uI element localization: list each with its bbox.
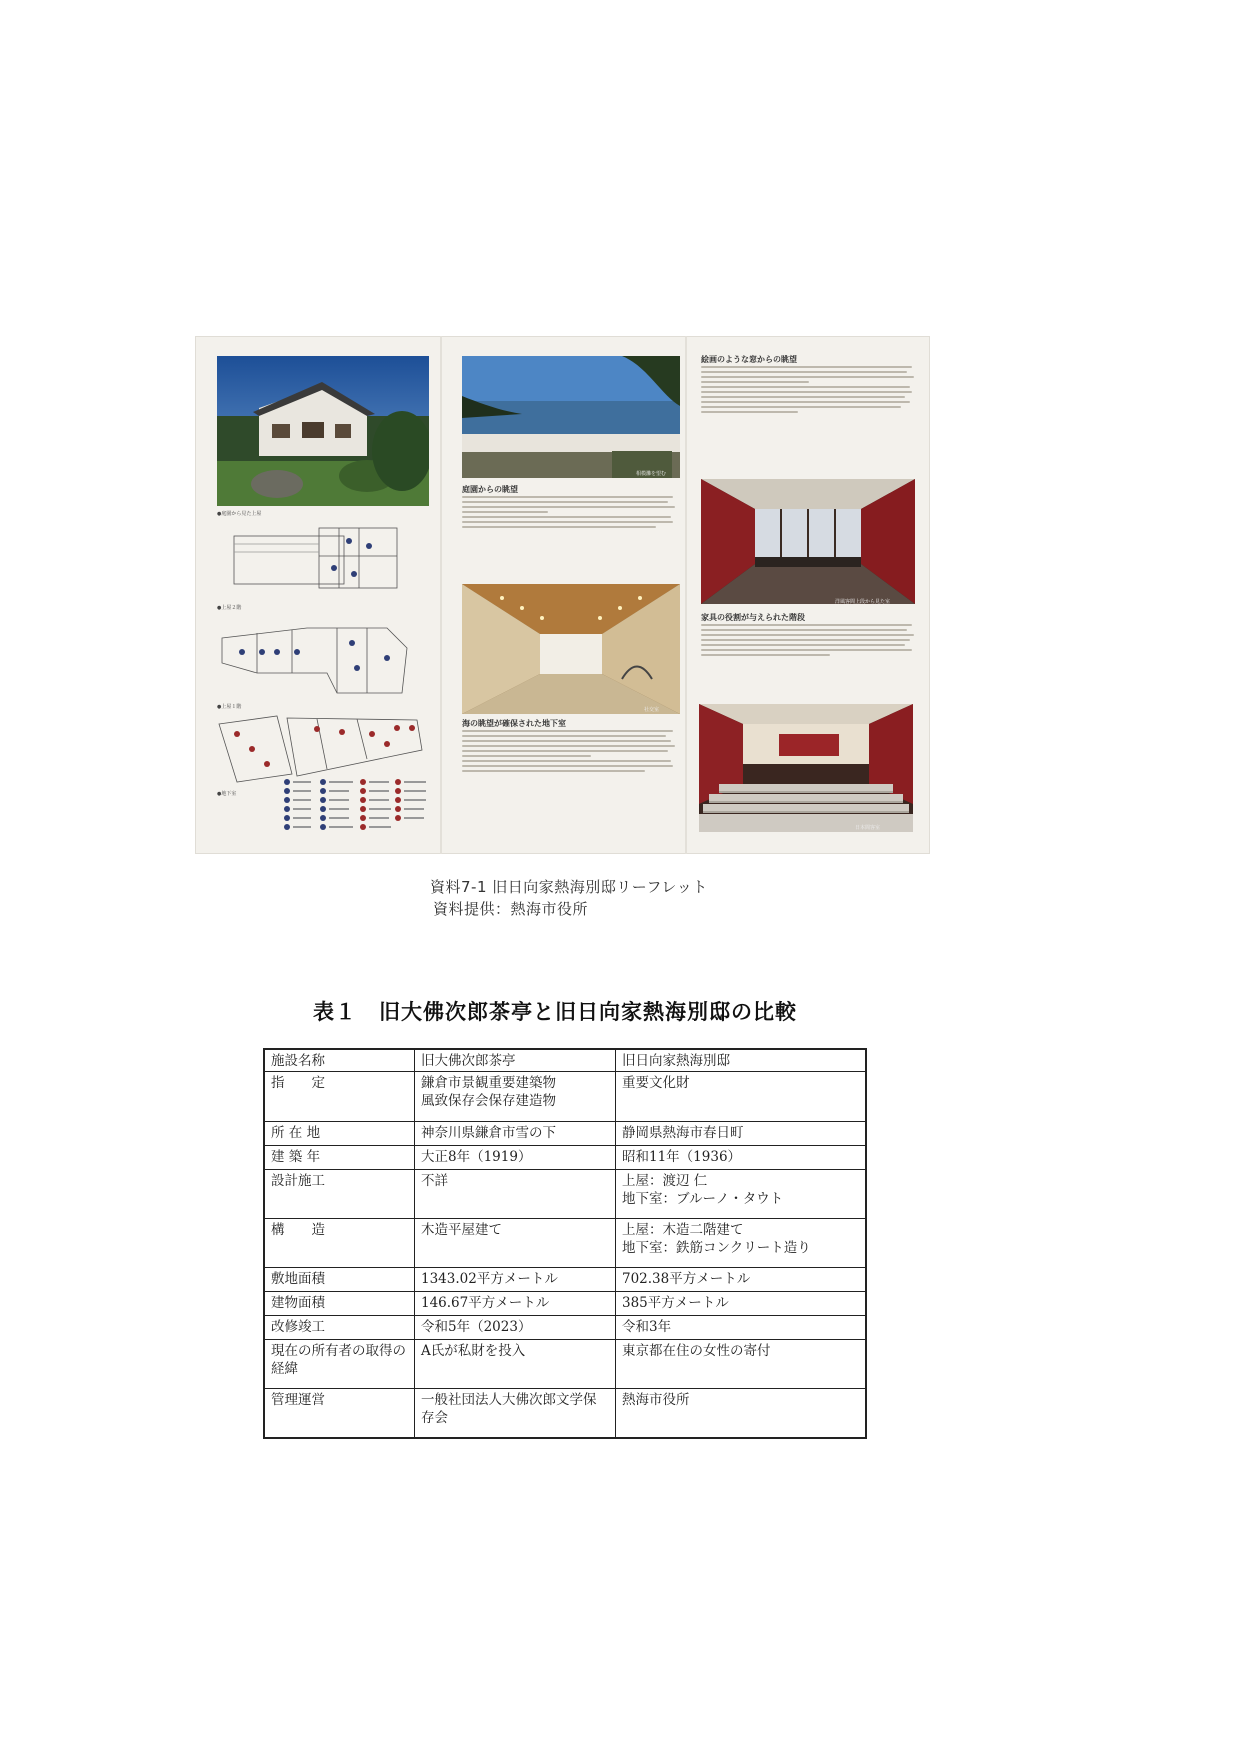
cell: A氏が私財を投入 [415,1339,616,1388]
stairs-photo-caption: 日本間客室 [855,825,881,831]
cell: 大正8年（1919） [415,1145,616,1169]
cell: 鎌倉市景観重要建築物 風致保存会保存建造物 [415,1071,616,1121]
cell: 木造平屋建て [415,1218,616,1267]
heading-stairs: 家具の役割が与えられた階段 [701,613,805,622]
floor-plan-legend [283,778,433,838]
section-garden-view [462,486,677,531]
floor-label-2f: ●上屋２階 [217,605,242,611]
floor-plan-2f [229,526,409,598]
western-room-photo [701,479,915,604]
table-row [264,1218,866,1267]
cell: 熱海市役所 [616,1388,867,1438]
table-row [264,1145,866,1169]
row-label: 建 築 年 [264,1145,415,1169]
row-label: 敷地面積 [264,1267,415,1291]
row-label: 現在の所有者の取得の経緯 [264,1339,415,1388]
table-header-row [264,1049,866,1071]
header-cell: 施設名称 [264,1049,415,1071]
cell: 神奈川県鎌倉市雪の下 [415,1121,616,1145]
row-label: 構 造 [264,1218,415,1267]
floor-plan-basement [217,714,427,784]
sea-view-photo [462,356,680,478]
comparison-table [263,1048,867,1439]
cell: 一般社団法人大佛次郎文学保存会 [415,1388,616,1438]
section-stairs [701,614,916,659]
cell: 静岡県熱海市春日町 [616,1121,867,1145]
stairs-photo [699,704,913,832]
table-row [264,1291,866,1315]
table-row [264,1169,866,1218]
row-label: 管理運営 [264,1388,415,1438]
table-row [264,1388,866,1438]
leaflet-image [195,336,930,854]
header-cell: 旧大佛次郎茶亭 [415,1049,616,1071]
figure-source: 資料提供：熱海市役所 [433,900,589,918]
table-row [264,1121,866,1145]
table-row [264,1315,866,1339]
cell: 重要文化財 [616,1071,867,1121]
cell: 上屋：木造二階建て 地下室：鉄筋コンクリート造り [616,1218,867,1267]
table-row [264,1267,866,1291]
heading-window-view: 絵画のような窓からの眺望 [701,355,797,364]
cell: 昭和11年（1936） [616,1145,867,1169]
section-window-view [701,356,916,416]
cell: 令和5年（2023） [415,1315,616,1339]
basement-corridor-photo [462,584,680,714]
corridor-photo-caption: 社交室 [644,707,660,713]
cell: 1343.02平方メートル [415,1267,616,1291]
floor-label-basement: ●地下室 [217,791,237,797]
leaflet-panel-plans [195,336,440,854]
exterior-photo [217,356,429,506]
western-room-caption: 洋風客間上段から見た室 [835,599,891,605]
cell: 702.38平方メートル [616,1267,867,1291]
figure-caption: 資料7-1 旧日向家熱海別邸リーフレット [430,878,708,896]
sea-view-caption: 相模灘を望む [636,471,667,477]
floor-label-1f: ●上屋１階 [217,704,242,710]
cell: 令和3年 [616,1315,867,1339]
floor-plan-1f [217,618,417,698]
cell: 東京都在住の女性の寄付 [616,1339,867,1388]
exterior-photo-caption: ●庭園から見た上屋 [217,511,262,517]
section-basement [462,720,677,775]
row-label: 建物面積 [264,1291,415,1315]
cell: 不詳 [415,1169,616,1218]
row-label: 設計施工 [264,1169,415,1218]
row-label: 改修竣工 [264,1315,415,1339]
cell: 385平方メートル [616,1291,867,1315]
heading-garden-view: 庭園からの眺望 [462,485,518,494]
header-cell: 旧日向家熱海別邸 [616,1049,867,1071]
row-label: 所 在 地 [264,1121,415,1145]
cell: 146.67平方メートル [415,1291,616,1315]
table-title: 表１ 旧大佛次郎茶亭と旧日向家熱海別邸の比較 [313,1000,797,1024]
row-label: 指 定 [264,1071,415,1121]
table-row [264,1071,866,1121]
cell: 上屋：渡辺 仁 地下室：ブルーノ・タウト [616,1169,867,1218]
table-row [264,1339,866,1388]
leaflet-panel-right [685,336,930,854]
heading-basement: 海の眺望が確保された地下室 [462,719,566,728]
leaflet-panel-middle [440,336,685,854]
